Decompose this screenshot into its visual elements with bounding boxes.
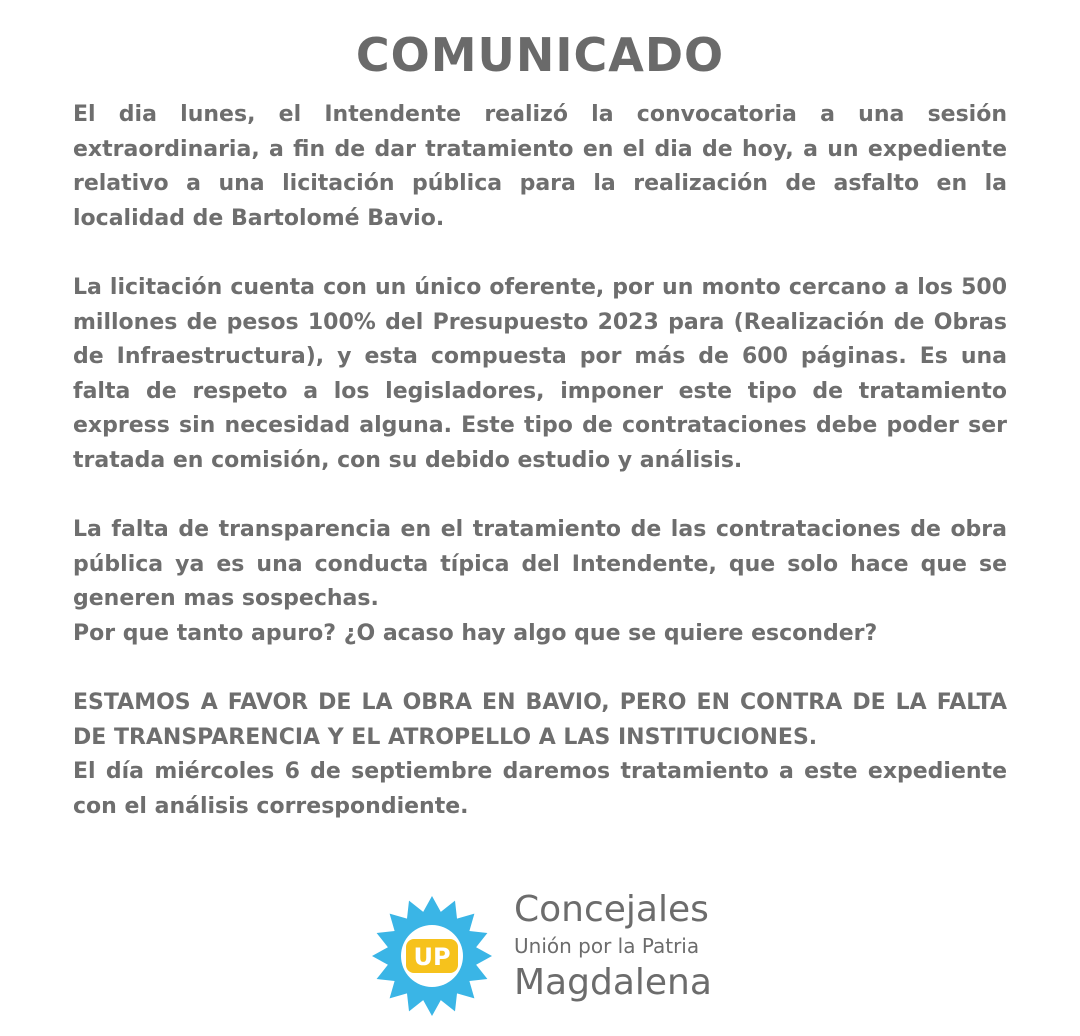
logo bbox=[368, 888, 718, 1018]
paragraph-transparencia: La falta de transparencia en el tratamiento de las contrataciones de obra pública ya es una conducta típica del Intendente, que solo hace que se generen mas sospechas. bbox=[73, 517, 1007, 612]
paragraph-fecha: El día miércoles 6 de septiembre daremos tratamiento a este expediente con el análisis correspondiente. bbox=[73, 759, 1007, 819]
paragraph-pregunta: Por que tanto apuro? ¿O acaso hay algo que se quiere esconder? bbox=[73, 620, 878, 646]
logo-wordmark bbox=[514, 888, 712, 1006]
badge-label: UP bbox=[413, 943, 451, 971]
paragraph-convocatoria: El dia lunes, el Intendente realizó la convocatoria a una sesión extraordinaria, a fin de dar tratamiento en el dia de hoy, a un expediente relativo a una licitación pública para la realización de asfalto en la localidad de Bartolomé Bavio. bbox=[73, 102, 1007, 231]
logo-line-concejales: Concejales bbox=[514, 889, 709, 930]
paragraph-licitacion: La licitación cuenta con un único oferente, por un monto cercano a los 500 millones de pesos 100% del Presupuesto 2023 para (Realización de Obras de Infraestructura), y esta compuesta por más de 600 páginas. Es una falta de respeto a los legisladores, imponer este tipo de tratamiento express sin necesidad alguna. Este tipo de contrataciones debe poder ser tratada en comisión, con su debido estudio y análisis. bbox=[73, 274, 1007, 473]
paragraph-consigna: ESTAMOS A FAVOR DE LA OBRA EN BAVIO, PERO EN CONTRA DE LA FALTA DE TRANSPARENCIA Y EL ATROPELLO A LAS INSTITUCIONES. bbox=[73, 690, 1007, 750]
logo-line-union: Unión por la Patria bbox=[514, 934, 700, 958]
communique-body bbox=[73, 98, 1007, 824]
page-title: COMUNICADO bbox=[355, 28, 725, 82]
sun-logo-icon bbox=[368, 894, 496, 1018]
logo-line-magdalena: Magdalena bbox=[514, 962, 712, 1003]
